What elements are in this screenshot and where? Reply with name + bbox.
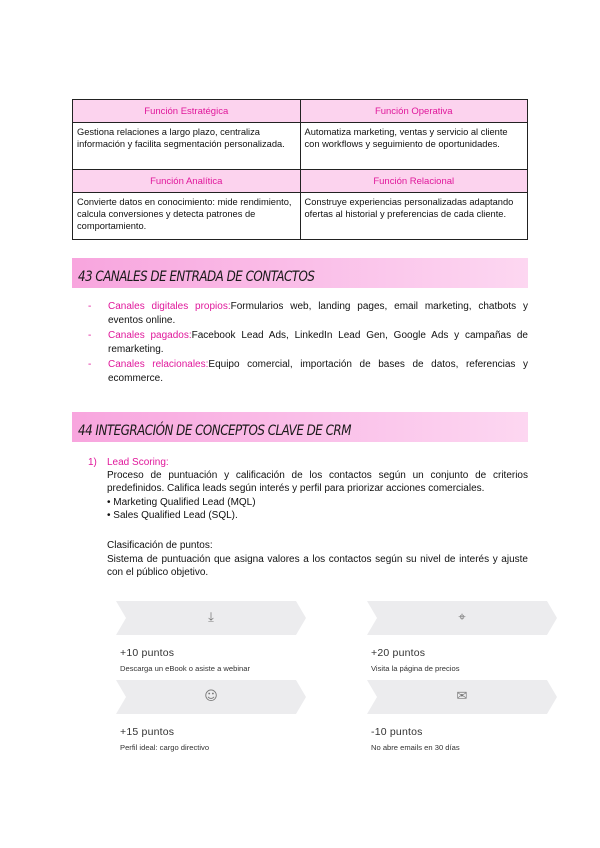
table-cell-estrategica: Gestiona relaciones a largo plazo, centraliza información y facilita segmentación personalizada.	[73, 123, 301, 170]
section-title-44: 44 INTEGRACIÓN DE CONCEPTOS CLAVE DE CRM	[78, 423, 351, 439]
lead-scoring-description: Proceso de puntuación y calificación de los contactos según un conjunto de criterios predefinidos. Califica leads según interés y perfil para priorizar acciones comerciales.	[107, 470, 528, 494]
points-value: -10 puntos	[371, 726, 423, 738]
points-caption: Perfil ideal: cargo directivo	[120, 743, 210, 752]
list-item	[88, 358, 528, 385]
points-caption: No abre emails en 30 días	[371, 743, 460, 752]
table-cell-operativa: Automatiza marketing, ventas y servicio al cliente con workflows y seguimiento de oportunidades.	[300, 123, 528, 170]
user-icon: ☺	[204, 689, 218, 704]
section-heading-43	[72, 258, 528, 288]
mql-item: • Marketing Qualified Lead (MQL)	[107, 497, 256, 508]
list-item	[88, 329, 528, 356]
mail-icon: ✉	[456, 689, 468, 704]
score-card-download	[116, 601, 306, 681]
points-value: +10 puntos	[120, 647, 175, 659]
section-title-43: 43 CANALES DE ENTRADA DE CONTACTOS	[78, 269, 315, 285]
lead-scoring-title: Lead Scoring:	[107, 457, 169, 468]
table-header-operativa: Función Operativa	[300, 100, 528, 123]
channel-label: Canales digitales propios:	[108, 301, 231, 312]
sql-item: • Sales Qualified Lead (SQL).	[107, 509, 238, 521]
channel-label: Canales pagados:	[108, 330, 192, 341]
crm-functions-table	[72, 99, 528, 240]
channels-list	[88, 300, 528, 387]
list-dash: -	[88, 359, 92, 370]
score-card-profile	[116, 680, 306, 760]
classification-label: Clasificación de puntos:	[107, 540, 213, 551]
table-header-relacional: Función Relacional	[300, 170, 528, 193]
section-heading-44	[72, 412, 528, 442]
points-value: +20 puntos	[371, 647, 426, 659]
table-cell-analitica: Convierte datos en conocimiento: mide rendimiento, calcula conversiones y detecta patrones de comportamiento.	[73, 193, 301, 240]
channel-text: Formularios web, landing pages, email marketing, chatbots y eventos online.	[108, 301, 528, 326]
list-dash: -	[88, 330, 92, 341]
score-cards-figure	[112, 597, 564, 757]
table-cell-relacional: Construye experiencias personalizadas adaptando ofertas al historial y preferencias de cada cliente.	[300, 193, 528, 240]
classification-description: Sistema de puntuación que asigna valores a los contactos según su nivel de interés y ajuste con el público objetivo.	[107, 554, 528, 578]
download-icon: ⤓	[208, 610, 214, 625]
channel-label: Canales relacionales:	[108, 359, 209, 370]
channel-text: Facebook Lead Ads, LinkedIn Lead Gen, Google Ads y campañas de remarketing.	[108, 330, 528, 355]
tag-icon: ⌖	[458, 610, 466, 625]
score-card-pricing	[367, 601, 557, 681]
points-caption: Visita la página de precios	[371, 664, 460, 673]
table-header-estrategica: Función Estratégica	[73, 100, 301, 123]
list-dash: -	[88, 301, 92, 312]
list-item	[88, 300, 528, 327]
points-caption: Descarga un eBook o asiste a webinar	[120, 664, 251, 673]
score-card-email	[367, 680, 557, 760]
points-value: +15 puntos	[120, 726, 175, 738]
item-number: 1)	[88, 457, 97, 468]
qualified-lead-list	[107, 497, 256, 522]
channel-text: Equipo comercial, importación de bases de datos, referencias y ecommerce.	[108, 359, 528, 384]
table-header-analitica: Función Analítica	[73, 170, 301, 193]
